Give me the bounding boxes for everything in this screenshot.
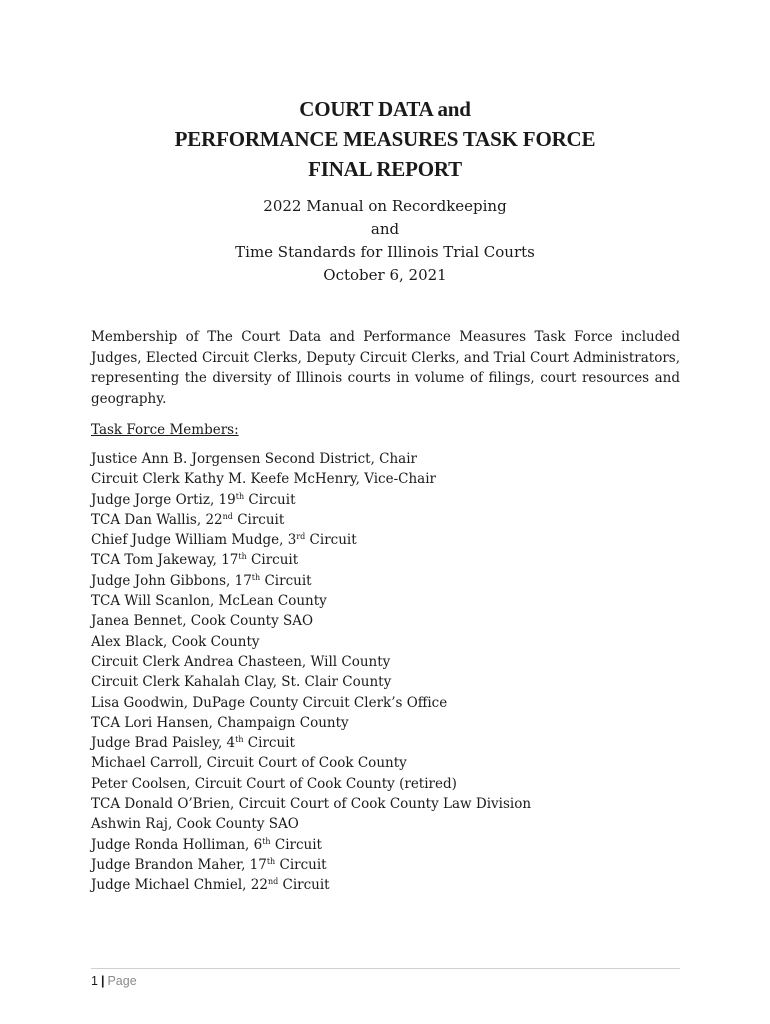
member-circuit: Circuit — [278, 877, 330, 894]
member-circuit: Circuit — [244, 491, 296, 508]
report-subtitle — [0, 195, 770, 287]
member-name: Judge Jorge Ortiz, 19 — [91, 491, 236, 508]
member-circuit: Circuit — [260, 572, 312, 589]
subtitle-line-1: 2022 Manual on Recordkeeping — [263, 197, 507, 215]
member-circuit: Circuit — [270, 836, 322, 853]
member-circuit: Circuit — [305, 532, 357, 549]
footer-separator: | — [100, 974, 105, 988]
member-item: Alex Black, Cook County — [91, 633, 260, 650]
ordinal-suffix: nd — [267, 877, 279, 887]
member-item — [91, 490, 691, 510]
page-label: Page — [107, 974, 137, 988]
subtitle-line-3: Time Standards for Illinois Trial Courts — [235, 243, 535, 261]
report-title — [0, 94, 770, 184]
title-line-1: COURT DATA and — [299, 97, 471, 121]
members-heading: Task Force Members: — [91, 422, 239, 438]
member-name: Judge Ronda Holliman, 6 — [91, 836, 263, 853]
member-item: Circuit Clerk Kahalah Clay, St. Clair County — [91, 674, 392, 691]
footer-divider — [91, 968, 680, 969]
member-name: Judge Brandon Maher, 17 — [91, 856, 267, 873]
member-item: TCA Lori Hansen, Champaign County — [91, 714, 349, 731]
member-name: TCA Tom Jakeway, 17 — [91, 552, 239, 569]
member-item: Janea Bennet, Cook County SAO — [91, 613, 314, 630]
ordinal-suffix: th — [266, 856, 276, 866]
member-item: TCA Will Scanlon, McLean County — [91, 593, 327, 610]
ordinal-suffix: th — [235, 735, 244, 745]
ordinal-suffix: nd — [222, 511, 233, 521]
member-item: Michael Carroll, Circuit Court of Cook County — [91, 755, 407, 772]
member-item: Circuit Clerk Andrea Chasteen, Will County — [91, 653, 391, 670]
report-date: October 6, 2021 — [323, 266, 447, 284]
title-line-3: FINAL REPORT — [308, 157, 462, 181]
member-circuit: Circuit — [246, 552, 299, 569]
title-line-2: PERFORMANCE MEASURES TASK FORCE — [174, 127, 596, 151]
member-item — [91, 571, 691, 591]
ordinal-suffix: th — [238, 552, 247, 562]
member-item — [91, 550, 691, 570]
ordinal-suffix: th — [262, 836, 271, 846]
member-item: TCA Donald O’Brien, Circuit Court of Cook County Law Division — [91, 796, 532, 813]
member-name: Judge John Gibbons, 17 — [91, 572, 252, 589]
member-item — [91, 510, 691, 530]
member-circuit: Circuit — [275, 856, 327, 873]
member-circuit: Circuit — [232, 511, 285, 528]
member-name: TCA Dan Wallis, 22 — [91, 511, 223, 528]
members-list — [91, 449, 691, 896]
ordinal-suffix: th — [251, 572, 261, 582]
member-name: Chief Judge William Mudge, 3 — [91, 532, 297, 549]
member-item: Circuit Clerk Kathy M. Keefe McHenry, Vice-Chair — [91, 471, 437, 488]
member-item — [91, 835, 691, 855]
member-name: Judge Brad Paisley, 4 — [91, 735, 236, 752]
member-circuit: Circuit — [243, 735, 295, 752]
subtitle-line-2: and — [370, 220, 400, 238]
intro-paragraph: Membership of The Court Data and Performance Measures Task Force included Judges, Elected Circuit Clerks, Deputy Circuit Clerks, and Trial Court Administrators, representing the diversity of Illinois courts in volume of filings, court resources and geography. — [91, 329, 680, 407]
member-item — [91, 733, 691, 753]
member-item: Ashwin Raj, Cook County SAO — [91, 816, 299, 833]
page-footer — [91, 972, 137, 990]
member-item: Peter Coolsen, Circuit Court of Cook County (retired) — [91, 775, 457, 792]
member-name: Judge Michael Chmiel, 22 — [91, 877, 268, 894]
ordinal-suffix: th — [235, 491, 245, 501]
member-item: Lisa Goodwin, DuPage County Circuit Clerk’s Office — [91, 694, 448, 711]
member-item — [91, 875, 691, 895]
member-item — [91, 530, 691, 550]
ordinal-suffix: rd — [296, 532, 306, 542]
member-item — [91, 855, 691, 875]
member-item: Justice Ann B. Jorgensen Second District, Chair — [91, 451, 418, 467]
page-number: 1 — [91, 974, 98, 988]
